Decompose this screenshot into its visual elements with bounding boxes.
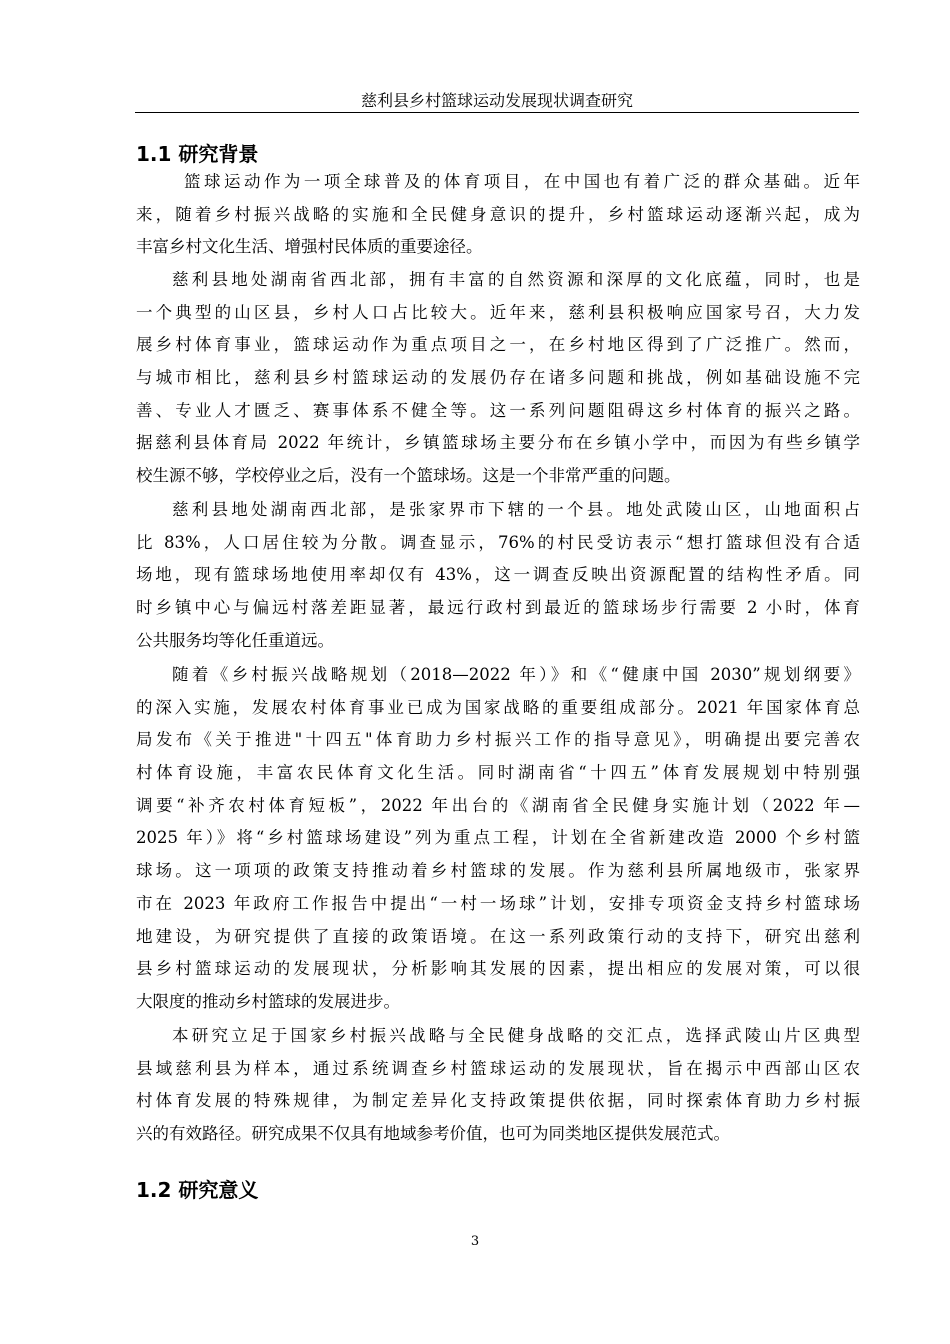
paragraph-line: 村体育设施，丰富农民体育文化生活。同时湖南省“十四五”体育发展规划中特别强 (136, 763, 860, 783)
paragraph-line: 来，随着乡村振兴战略的实施和全民健身意识的提升，乡村篮球运动逐渐兴起，成为 (136, 204, 860, 224)
running-header: 慈利县乡村篮球运动发展现状调查研究 (360, 91, 633, 110)
paragraph-line: 调要“补齐农村体育短板”，2022 年出台的《湖南省全民健身实施计划（2022 年— (136, 795, 860, 815)
paragraph-1 (136, 166, 860, 264)
paragraph-line: 善、专业人才匮乏、赛事体系不健全等。这一系列问题阻碍这乡村体育的振兴之路。 (136, 400, 860, 420)
paragraph-line: 局发布《关于推进"十四五"体育助力乡村振兴工作的指导意见》，明确提出要完善农 (136, 730, 860, 750)
paragraph-line: 慈利县地处湖南省西北部，拥有丰富的自然资源和深厚的文化底蕴，同时，也是 (172, 270, 860, 289)
paragraph-line: 随着《乡村振兴战略规划（2018—2022 年）》和《“健康中国 2030”规划纲要》 (172, 665, 860, 684)
paragraph-line: 慈利县地处湖南西北部，是张家界市下辖的一个县。地处武陵山区，山地面积占 (172, 500, 860, 519)
paragraph-line: 大限度的推动乡村篮球的发展进步。 (136, 991, 400, 1011)
paragraph-line: 校生源不够，学校停业之后，没有一个篮球场。这是一个非常严重的问题。 (136, 466, 681, 486)
paragraph-5 (136, 1020, 860, 1151)
section-heading-significance: 1.2 研究意义 (136, 1178, 259, 1202)
paragraph-line: 球场。这一项项的政策支持推动着乡村篮球的发展。作为慈利县所属地级市，张家界 (136, 861, 860, 881)
paragraph-line: 篮球运动作为一项全球普及的体育项目，在中国也有着广泛的群众基础。近年 (184, 172, 860, 191)
paragraph-line: 时乡镇中心与偏远村落差距显著，最远行政村到最近的篮球场步行需要 2 小时，体育 (136, 598, 860, 618)
paragraph-line: 县域慈利县为样本，通过系统调查乡村篮球运动的发展现状，旨在揭示中西部山区农 (136, 1058, 860, 1078)
paragraph-line: 公共服务均等化任重道远。 (136, 630, 334, 650)
paragraph-2 (136, 264, 860, 493)
paragraph-line: 与城市相比，慈利县乡村篮球运动的发展仍存在诸多问题和挑战，例如基础设施不完 (136, 368, 860, 388)
paragraph-line: 展乡村体育事业，篮球运动作为重点项目之一，在乡村地区得到了广泛推广。然而， (136, 335, 860, 355)
paragraph-line: 丰富乡村文化生活、增强村民体质的重要途径。 (136, 237, 483, 257)
paragraph-line: 的深入实施，发展农村体育事业已成为国家战略的重要组成部分。2021 年国家体育总 (136, 697, 860, 717)
page-number: 3 (470, 1234, 480, 1249)
paragraph-line: 市在 2023 年政府工作报告中提出“一村一场球”计划，安排专项资金支持乡村篮球场 (136, 893, 860, 913)
paragraph-4 (136, 659, 860, 1019)
paragraph-line: 县乡村篮球运动的发展现状，分析影响其发展的因素，提出相应的发展对策，可以很 (136, 959, 860, 979)
paragraph-line: 据慈利县体育局 2022 年统计，乡镇篮球场主要分布在乡镇小学中，而因为有些乡镇学 (136, 433, 860, 453)
paragraph-3 (136, 494, 860, 657)
paragraph-line: 兴的有效路径。研究成果不仅具有地域参考价值，也可为同类地区提供发展范式。 (136, 1124, 730, 1144)
paragraph-line: 场地，现有篮球场地使用率却仅有 43%，这一调查反映出资源配置的结构性矛盾。同 (136, 565, 860, 585)
header-rule (135, 112, 859, 113)
paragraph-line: 本研究立足于国家乡村振兴战略与全民健身战略的交汇点，选择武陵山片区典型 (172, 1026, 860, 1045)
paragraph-line: 比 83%，人口居住较为分散。调查显示，76%的村民受访表示“想打篮球但没有合适 (136, 532, 860, 552)
paragraph-line: 一个典型的山区县，乡村人口占比较大。近年来，慈利县积极响应国家号召，大力发 (136, 302, 860, 322)
paragraph-line: 村体育发展的特殊规律，为制定差异化支持政策提供依据，同时探索体育助力乡村振 (136, 1091, 860, 1111)
section-heading-background: 1.1 研究背景 (136, 142, 259, 166)
paragraph-line: 地建设，为研究提供了直接的政策语境。在这一系列政策行动的支持下，研究出慈利 (136, 926, 860, 946)
paragraph-line: 2025 年）》将“乡村篮球场建设”列为重点工程，计划在全省新建改造 2000 个乡村篮 (136, 828, 860, 848)
